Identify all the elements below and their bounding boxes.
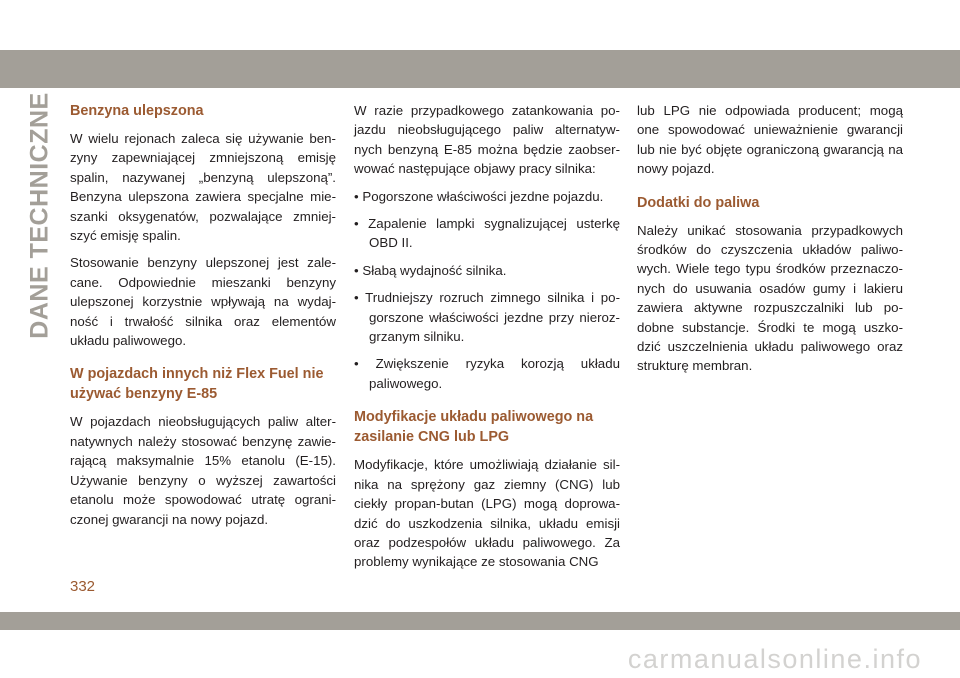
top-band (0, 0, 960, 50)
bullet-item: • Trudniejszy rozruch zimnego silnika i po- gorszone właściwości jezdne przy nieroz- grzanym silniku. (354, 290, 620, 345)
section-side-label: DANE TECHNICZNE (25, 91, 54, 339)
paragraph: Należy unikać stosowania przypadkowych środków do czyszczenia układów paliwo- wych. Wiele tego typu środków przeznaczo- nych do usuwania osadów gumy i lakieru zawiera aktywne rozpuszczalniki lub po- dobne substancje. Środki te mogą uszko- dzić uszczelnienia układu paliwowego oraz strukturę membran. (637, 222, 903, 374)
column-2 (354, 101, 620, 580)
paragraph: W razie przypadkowego zatankowania po- jazdu nieobsługującego paliw alternatyw- nych benzyną E-85 można będzie zaobser- wować następujące objawy pracy silnika: (354, 103, 620, 177)
bullet-item: • Zwiększenie ryzyka korozją układu paliwowego. (354, 356, 620, 391)
heading-flex-fuel: W pojazdach innych niż Flex Fuel nie używać benzyny E-85 (70, 366, 324, 403)
section-side-tab (22, 91, 58, 339)
header-rule (0, 50, 960, 88)
heading-dodatki: Dodatki do paliwa (637, 194, 760, 211)
paragraph: W pojazdach nieobsługujących paliw alter- natywnych należy stosować benzynę zawie- rającą maksymalnie 15% etanolu (E-15). Używanie benzyny o wyższej zawartości etanolu może spowodować utratę ograni- czonej gwarancji na nowy pojazd. (70, 414, 336, 527)
paragraph: Stosowanie benzyny ulepszonej jest zale- cane. Odpowiednie mieszanki benzyny ulepszonej korzystnie wpływają na wydaj- ność i trwałość silnika oraz elementów układu paliwowego. (70, 255, 336, 349)
footer-rule (0, 612, 960, 630)
paragraph: lub LPG nie odpowiada producent; mogą one spowodować unieważnienie gwarancji lub nie być objęte ograniczoną gwarancją na nowy pojazd. (637, 103, 903, 177)
watermark: carmanualsonline.info (627, 644, 922, 674)
bullet-item: • Zapalenie lampki sygnalizującej usterkę OBD II. (354, 216, 620, 251)
column-3 (637, 101, 903, 384)
bullet-item: • Słabą wydajność silnika. (354, 262, 507, 278)
heading-benzyna-ulepszona: Benzyna ulepszona (70, 103, 204, 119)
paragraph: Modyfikacje, które umożliwiają działanie sil- nika na sprężony gaz ziemny (CNG) lub ciekły propan-butan (LPG) mogą doprowa- dzić do uszkodzenia silnika, układu emisji oraz podzespołów układu paliwowego. Za problemy wynikające ze stosowania CNG (354, 457, 620, 570)
paragraph: W wielu rejonach zaleca się używanie ben- zyny zapewniającej zmniejszoną emisję spalin, nazywanej „benzyną ulepszoną”. Benzyna ulepszona zawiera specjalne mie- szanki oksygenatów, pozwalające zmniej- szyć emisję spalin. (70, 131, 336, 244)
column-1 (70, 101, 336, 537)
heading-cng-lpg: Modyfikacje układu paliwowego na zasilanie CNG lub LPG (354, 409, 594, 446)
page-number: 332 (70, 578, 96, 595)
bullet-item: • Pogorszone właściwości jezdne pojazdu. (354, 188, 604, 204)
